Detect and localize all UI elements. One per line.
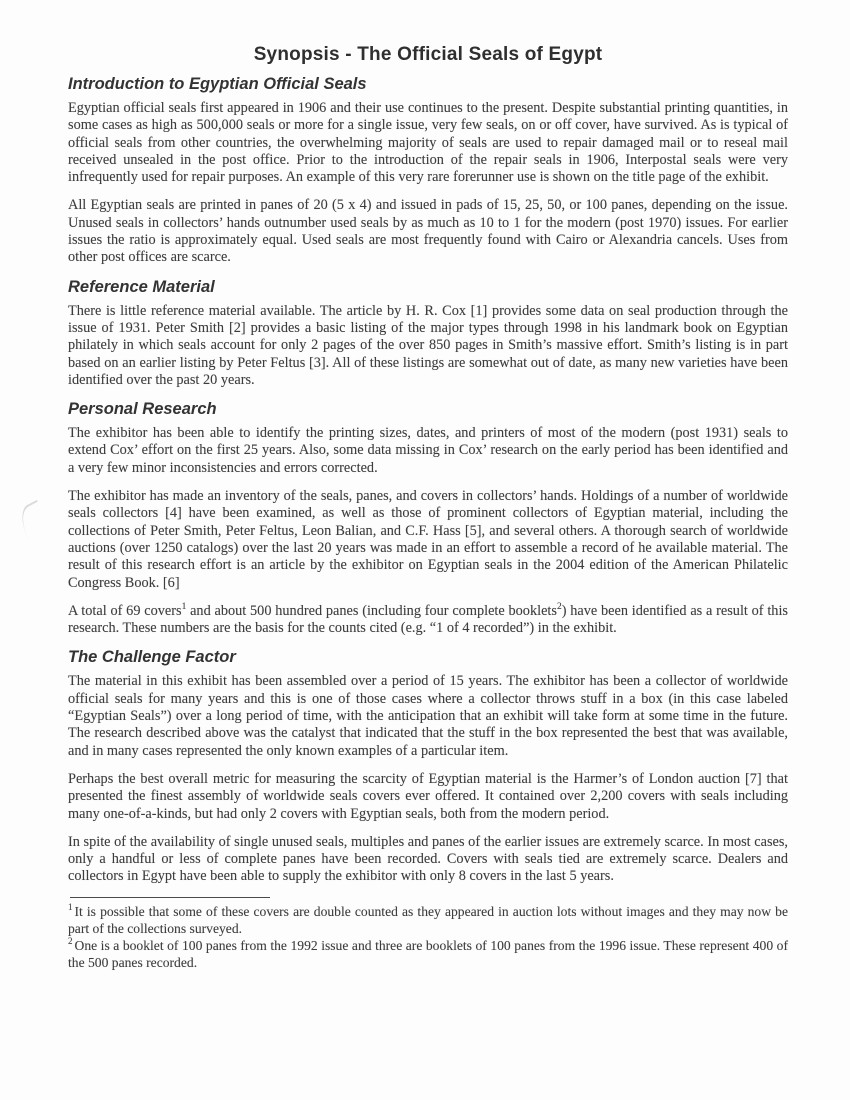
page-title: Synopsis - The Official Seals of Egypt [253,44,603,65]
paragraph: There is little reference material available. The article by H. R. Cox [1] provides some data on seal production through the issue of 1931. Peter Smith [2] provides a basic listing of the major types through 1998 in his landmark book on Egyptian philately in which seals account for only 2 pages of the over 850 pages in Smith’s massive effort. Smith’s listing is in part based on an earlier listing by Peter Feltus [3]. All of these listings are somewhat out of date, as many new varieties have been identified over the past 20 years. [68,302,788,388]
paragraph-segment: ) have been identified as a result of this research. These numbers are the basis for the counts cited (e.g. “1 of 4 recorded”) in the exhibit. [68,602,788,637]
footnote-separator [70,897,270,898]
section-heading-personal-research: Personal Research [68,400,217,419]
section-heading-reference-material: Reference Material [68,277,215,296]
paragraph-segment: and about 500 hundred panes (including four complete booklets [186,602,557,619]
section-heading-challenge-factor: The Challenge Factor [68,648,236,667]
paragraph: In spite of the availability of single unused seals, multiples and panes of the earlier issues are extremely scarce. In most cases, only a handful or less of complete panes have been recorded. Covers with seals tied are extremely scarce. Dealers and collectors in Egypt have been able to supply the exhibitor with only 8 covers in the last 5 years. [68,833,788,885]
section-heading-introduction: Introduction to Egyptian Official Seals [68,75,367,93]
footnote-ref-2: 2 [556,602,562,613]
scan-artifact-mark [14,500,52,540]
paragraph: All Egyptian seals are printed in panes of 20 (5 x 4) and issued in pads of 15, 25, 50, or 100 panes, depending on the issue. Unused seals in collectors’ hands outnumber used seals by as much as 10 to 1 for the modern (post 1970) issues. For earlier issues the ratio is approximately equal. Used seals are most frequently found with Cairo or Alexandria cancels. Uses from other post offices are scarce. [68,197,788,266]
paragraph: The exhibitor has been able to identify the printing sizes, dates, and printers of most of the modern (post 1931) seals to extend Cox’ effort on the first 25 years. Also, some data missing in Cox’ research on the early period has been identified and a very few minor inconsistencies and errors corrected. [68,425,788,476]
footnote-text: It is possible that some of these covers are double counted as they appeared in auction lots without images and they may now be part of the collections surveyed. [68,903,788,936]
paragraph-with-footnote-refs [68,603,788,638]
footnote-marker-1: 1 [68,902,73,913]
paragraph: The exhibitor has made an inventory of the seals, panes, and covers in collectors’ hands. Holdings of a number of worldwide seals collectors [4] have been examined, as well as those of prominent collectors of Egyptian material, including the collections of Peter Smith, Peter Feltus, Leon Balian, and C.F. Hass [5], and several others. A thorough search of worldwide auctions (over 1250 catalogs) over the last 20 years was made in an effort to assemble a record of he available material. The result of this research effort is an article by the exhibitor on Egyptian seals in the 2004 edition of the American Philatelic Congress Book. [6] [68,488,788,591]
footnote [68,903,788,937]
paragraph: Perhaps the best overall metric for measuring the scarcity of Egyptian material is the Harmer’s of London auction [7] that presented the finest assembly of worldwide seals covers ever offered. It contained over 2,200 covers with seals including many one-of-a-kinds, but had only 2 covers with Egyptian seals, both from the modern period. [68,770,788,822]
footnote [68,937,788,971]
footnote-text: One is a booklet of 100 panes from the 1992 issue and three are booklets of 100 panes from the 1996 issue. These represent 400 of the 500 panes recorded. [68,937,788,970]
paragraph: The material in this exhibit has been assembled over a period of 15 years. The exhibitor has been a collector of worldwide official seals for many years and this is one of those cases where a collector throws stuff in a box (in this case labeled “Egyptian Seals”) over a long period of time, with the anticipation that an exhibit will take form at some time in the future. The research described above was the catalyst that indicated that the stuff in the box represented the best that was available, and in many cases represented the only known examples of a particular item. [68,673,788,759]
footnote-marker-2: 2 [68,936,73,947]
paragraph: Egyptian official seals first appeared in 1906 and their use continues to the present. Despite substantial printing quantities, in some cases as high as 500,000 seals or more for a single issue, very few seals, on or off cover, have survived. As is typical of official seals from other countries, the overwhelming majority of seals are used to repair damaged mail or to reseal mail received unsealed in the post office. Prior to the introduction of the repair seals in 1906, Interpostal seals were very infrequently used for repair purposes. An example of this very rare forerunner use is shown on the title page of the exhibit. [68,100,788,186]
paragraph-segment: A total of 69 covers [68,602,182,619]
footnotes-section [68,897,788,971]
footnote-ref-1: 1 [181,602,187,613]
